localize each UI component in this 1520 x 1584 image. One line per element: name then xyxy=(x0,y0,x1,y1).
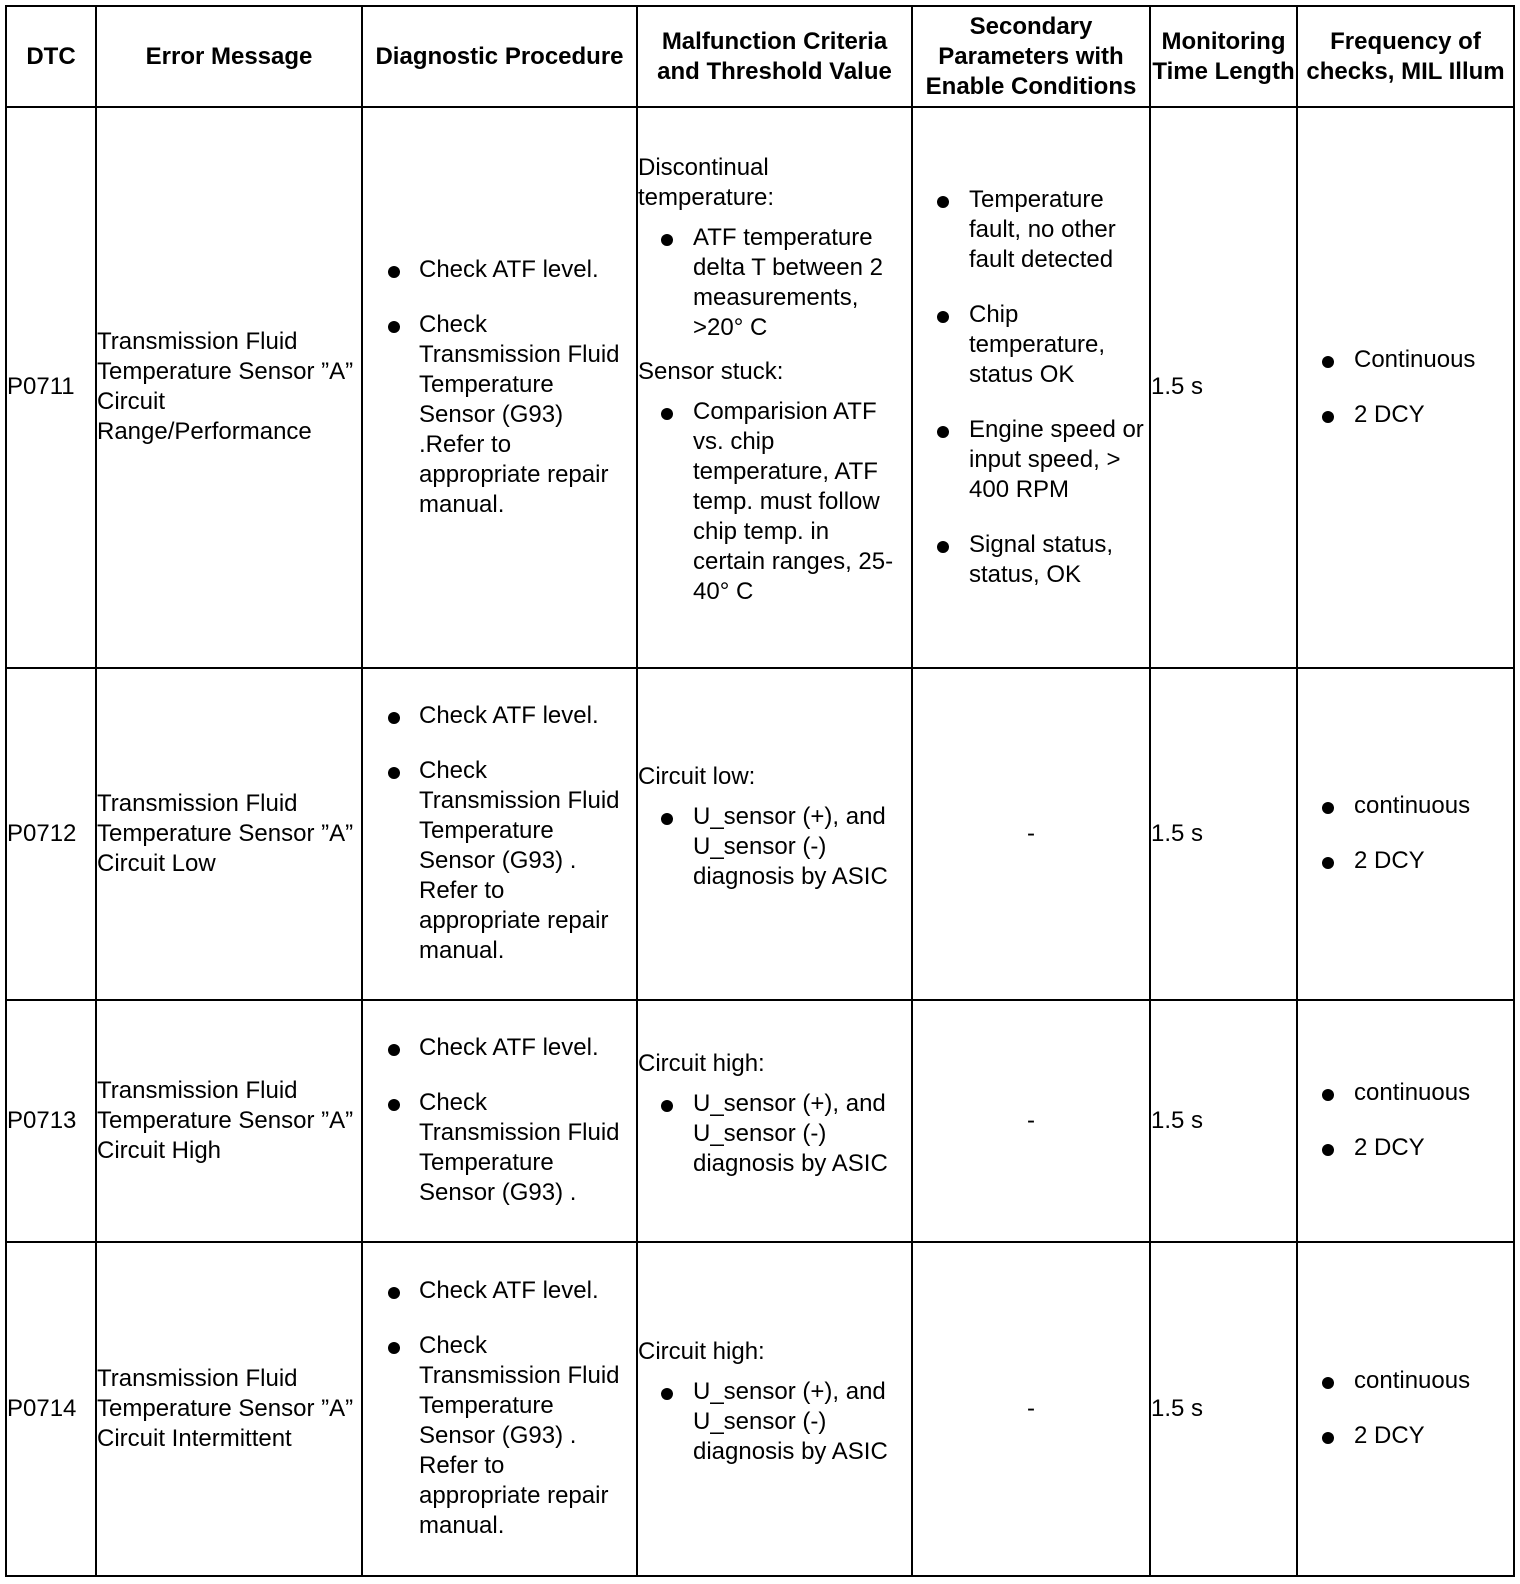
frequency-item: Continuous xyxy=(1298,345,1513,375)
table-row xyxy=(6,1242,1514,1576)
procedure-item: Check Transmission Fluid Temperature Sensor (G93) .Refer to appropriate repair manual. xyxy=(363,310,636,520)
error-message-cell xyxy=(96,1000,362,1241)
secondary-list xyxy=(913,185,1149,590)
secondary-parameters-cell xyxy=(912,668,1150,1000)
monitoring-time: 1.5 s xyxy=(1151,819,1204,847)
secondary-text: - xyxy=(1027,1394,1035,1422)
criteria-item: ATF temperature delta T between 2 measurements, >20° C xyxy=(638,223,911,343)
dtc-code: P0714 xyxy=(7,1394,77,1422)
dtc-table xyxy=(5,5,1515,1577)
diagnostic-procedure-cell xyxy=(362,668,637,1000)
header-diagnostic-procedure: Diagnostic Procedure xyxy=(362,6,637,107)
criteria-label: Discontinual temperature: xyxy=(638,154,775,212)
secondary-parameters-cell xyxy=(912,107,1150,668)
diagnostic-procedure-cell xyxy=(362,1242,637,1576)
procedure-list xyxy=(363,1276,636,1541)
frequency-cell xyxy=(1297,107,1514,668)
monitoring-time: 1.5 s xyxy=(1151,1394,1204,1422)
frequency-list xyxy=(1298,1078,1513,1163)
criteria-item: U_sensor (+), and U_sensor (-) diagnosis by ASIC xyxy=(638,802,911,892)
criteria-item: U_sensor (+), and U_sensor (-) diagnosis by ASIC xyxy=(638,1089,911,1179)
criteria-label: Circuit low: xyxy=(638,762,756,790)
criteria-list xyxy=(638,802,911,892)
frequency-item: continuous xyxy=(1298,791,1513,821)
diagnostic-procedure-cell xyxy=(362,107,637,668)
error-message: Transmission Fluid Temperature Sensor ”A” Circuit High xyxy=(97,1076,354,1164)
header-malfunction-criteria: Malfunction Criteria and Threshold Value xyxy=(637,6,912,107)
diagnostic-procedure-cell xyxy=(362,1000,637,1241)
header-secondary-parameters: Secondary Parameters with Enable Conditions xyxy=(912,6,1150,107)
procedure-item: Check ATF level. xyxy=(363,255,636,285)
monitoring-time-cell xyxy=(1150,668,1297,1000)
monitoring-time: 1.5 s xyxy=(1151,373,1204,401)
secondary-parameters-cell xyxy=(912,1000,1150,1241)
frequency-item: 2 DCY xyxy=(1298,1133,1513,1163)
secondary-text: - xyxy=(1027,1106,1035,1134)
dtc-code: P0712 xyxy=(7,819,77,847)
monitoring-time-cell xyxy=(1150,1000,1297,1241)
monitoring-time-cell xyxy=(1150,1242,1297,1576)
procedure-item: Check Transmission Fluid Temperature Sensor (G93) . Refer to appropriate repair manual. xyxy=(363,1331,636,1541)
dtc-code-cell xyxy=(6,668,96,1000)
error-message: Transmission Fluid Temperature Sensor ”A” Circuit Intermittent xyxy=(97,1364,354,1452)
monitoring-time-cell xyxy=(1150,107,1297,668)
frequency-list xyxy=(1298,1366,1513,1451)
frequency-list xyxy=(1298,345,1513,430)
secondary-item: Engine speed or input speed, > 400 RPM xyxy=(913,415,1149,505)
criteria-list xyxy=(638,397,911,607)
procedure-item: Check ATF level. xyxy=(363,701,636,731)
error-message-cell xyxy=(96,107,362,668)
monitoring-time: 1.5 s xyxy=(1151,1106,1204,1134)
criteria-list xyxy=(638,223,911,343)
table-row xyxy=(6,1000,1514,1241)
frequency-item: 2 DCY xyxy=(1298,846,1513,876)
secondary-parameters-cell xyxy=(912,1242,1150,1576)
frequency-cell xyxy=(1297,1000,1514,1241)
header-error-message: Error Message xyxy=(96,6,362,107)
table-row xyxy=(6,668,1514,1000)
criteria-item: U_sensor (+), and U_sensor (-) diagnosis by ASIC xyxy=(638,1377,911,1467)
frequency-item: continuous xyxy=(1298,1078,1513,1108)
secondary-text: - xyxy=(1027,819,1035,847)
criteria-label: Sensor stuck: xyxy=(638,358,784,386)
frequency-item: continuous xyxy=(1298,1366,1513,1396)
error-message-cell xyxy=(96,1242,362,1576)
dtc-code-cell xyxy=(6,1242,96,1576)
procedure-list xyxy=(363,1033,636,1208)
frequency-list xyxy=(1298,791,1513,876)
frequency-item: 2 DCY xyxy=(1298,1421,1513,1451)
error-message: Transmission Fluid Temperature Sensor ”A” Circuit Low xyxy=(97,789,354,877)
criteria-label: Circuit high: xyxy=(638,1337,765,1365)
frequency-item: 2 DCY xyxy=(1298,400,1513,430)
criteria-label: Circuit high: xyxy=(638,1049,765,1077)
procedure-item: Check Transmission Fluid Temperature Sensor (G93) . xyxy=(363,1088,636,1208)
frequency-cell xyxy=(1297,1242,1514,1576)
procedure-list xyxy=(363,255,636,520)
criteria-list xyxy=(638,1377,911,1467)
malfunction-criteria-cell xyxy=(637,107,912,668)
procedure-item: Check ATF level. xyxy=(363,1276,636,1306)
dtc-code: P0713 xyxy=(7,1106,77,1134)
dtc-code: P0711 xyxy=(7,373,75,401)
frequency-cell xyxy=(1297,668,1514,1000)
secondary-item: Temperature fault, no other fault detected xyxy=(913,185,1149,275)
procedure-list xyxy=(363,701,636,966)
secondary-item: Chip temperature, status OK xyxy=(913,300,1149,390)
malfunction-criteria-cell xyxy=(637,668,912,1000)
header-dtc: DTC xyxy=(6,6,96,107)
malfunction-criteria-cell xyxy=(637,1242,912,1576)
table-row xyxy=(6,107,1514,668)
procedure-item: Check Transmission Fluid Temperature Sensor (G93) . Refer to appropriate repair manual. xyxy=(363,756,636,966)
header-monitoring-time: Monitoring Time Length xyxy=(1150,6,1297,107)
criteria-list xyxy=(638,1089,911,1179)
header-frequency: Frequency of checks, MIL Illum xyxy=(1297,6,1514,107)
error-message: Transmission Fluid Temperature Sensor ”A” Circuit Range/Performance xyxy=(97,328,354,446)
header-row xyxy=(6,6,1514,107)
malfunction-criteria-cell xyxy=(637,1000,912,1241)
procedure-item: Check ATF level. xyxy=(363,1033,636,1063)
error-message-cell xyxy=(96,668,362,1000)
dtc-code-cell xyxy=(6,107,96,668)
secondary-item: Signal status, status, OK xyxy=(913,530,1149,590)
dtc-code-cell xyxy=(6,1000,96,1241)
criteria-item: Comparision ATF vs. chip temperature, ATF temp. must follow chip temp. in certain ranges, 25-40° C xyxy=(638,397,911,607)
